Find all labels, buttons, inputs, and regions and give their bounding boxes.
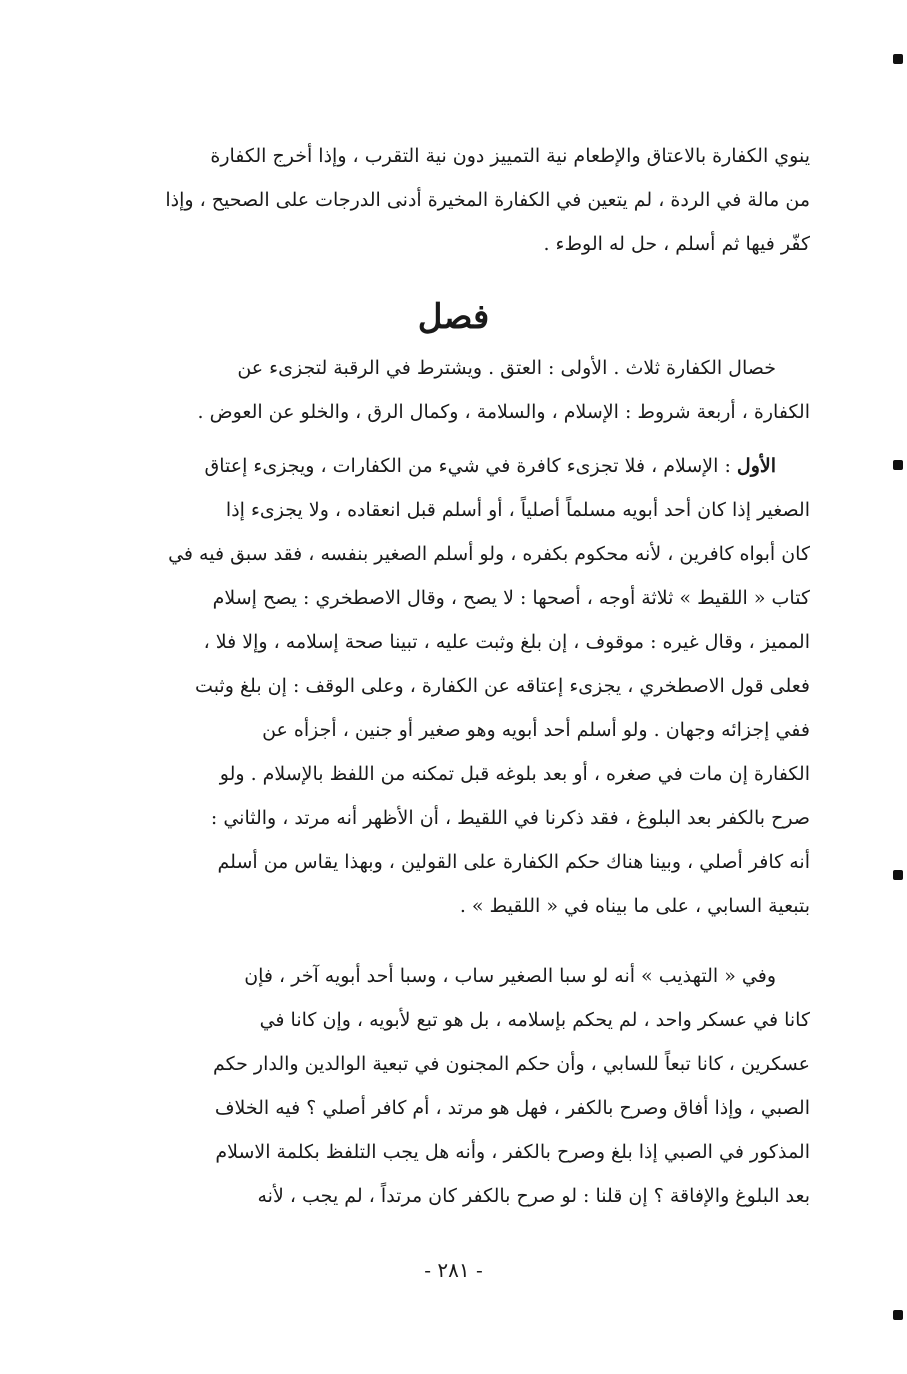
second-paragraph bbox=[95, 954, 810, 1218]
edge-mark bbox=[893, 1310, 903, 1320]
text-line: الكفارة ، أربعة شروط : الإسلام ، والسلامة ، وكمال الرق ، والخلو عن العوض . bbox=[197, 401, 810, 423]
text-line: كانا في عسكر واحد ، لم يحكم بإسلامه ، بل هو تبع لأبويه ، وإن كانا في bbox=[259, 1009, 810, 1031]
first-condition-paragraph bbox=[95, 444, 810, 928]
text-line: الكفارة إن مات في صغره ، أو بعد بلوغه قبل تمكنه من اللفظ بالإسلام . ولو bbox=[219, 763, 810, 785]
text-line: من مالة في الردة ، لم يتعين في الكفارة المخيرة أدنى الدرجات على الصحيح ، وإذا bbox=[165, 189, 810, 211]
text-line bbox=[95, 444, 810, 488]
text-line: المميز ، وقال غيره : موقوف ، إن بلغ وثبت عليه ، تبينا صحة إسلامه ، وإلا فلا ، bbox=[203, 631, 810, 653]
text-line: المذكور في الصبي إذا بلغ وصرح بالكفر ، وأنه هل يجب التلفظ بكلمة الاسلام bbox=[215, 1141, 810, 1163]
text-line: كان أبواه كافرين ، لأنه محكوم بكفره ، ولو أسلم الصغير بنفسه ، فقد سبق فيه في bbox=[168, 543, 810, 565]
text-line: ففي إجزائه وجهان . ولو أسلم أحد أبويه وهو صغير أو جنين ، أجزأه عن bbox=[262, 719, 810, 741]
text-line: ينوي الكفارة بالاعتاق والإطعام نية التمييز دون نية التقرب ، وإذا أخرج الكفارة bbox=[210, 145, 810, 167]
page-number: - ٢٨١ - bbox=[424, 1258, 483, 1282]
paragraph-lead: الأول bbox=[736, 455, 776, 477]
text-line: بتبعية السابي ، على ما بيناه في « اللقيط » . bbox=[459, 895, 810, 917]
text-line: بعد البلوغ والإفاقة ؟ إن قلنا : لو صرح بالكفر كان مرتداً ، لم يجب ، لأنه bbox=[257, 1185, 810, 1207]
text-line-rest: : الإسلام ، فلا تجزىء كافرة في شيء من الكفارات ، ويجزىء إعتاق bbox=[204, 455, 731, 477]
edge-mark bbox=[893, 870, 903, 880]
text-line: فعلى قول الاصطخري ، يجزىء إعتاقه عن الكفارة ، وعلى الوقف : إن بلغ وثبت bbox=[195, 675, 810, 697]
section-heading: فصل bbox=[417, 297, 490, 337]
intro-paragraph bbox=[95, 346, 810, 434]
text-line: الصغير إذا كان أحد أبويه مسلماً أصلياً ، أو أسلم قبل انعقاده ، ولا يجزىء إذا bbox=[225, 499, 810, 521]
text-line: صرح بالكفر بعد البلوغ ، فقد ذكرنا في اللقيط ، أن الأظهر أنه مرتد ، والثاني : bbox=[210, 807, 810, 829]
text-line: خصال الكفارة ثلاث . الأولى : العتق . ويشترط في الرقبة لتجزىء عن bbox=[237, 357, 776, 379]
edge-mark bbox=[893, 54, 903, 64]
text-line: كفّر فيها ثم أسلم ، حل له الوطء . bbox=[543, 233, 810, 255]
edge-mark bbox=[893, 460, 903, 470]
top-paragraph bbox=[95, 134, 810, 266]
text-line: كتاب « اللقيط » ثلاثة أوجه ، أصحها : لا يصح ، وقال الاصطخري : يصح إسلام bbox=[212, 587, 810, 609]
text-line: الصبي ، وإذا أفاق وصرح بالكفر ، فهل هو مرتد ، أم كافر أصلي ؟ فيه الخلاف bbox=[214, 1097, 810, 1119]
text-line: أنه كافر أصلي ، وبينا هناك حكم الكفارة على القولين ، وبهذا يقاس من أسلم bbox=[217, 851, 810, 873]
text-line: وفي « التهذيب » أنه لو سبا الصغير ساب ، وسبا أحد أبويه آخر ، فإن bbox=[244, 965, 776, 987]
text-line: عسكرين ، كانا تبعاً للسابي ، وأن حكم المجنون في تبعية الوالدين والدار حكم bbox=[213, 1053, 810, 1075]
